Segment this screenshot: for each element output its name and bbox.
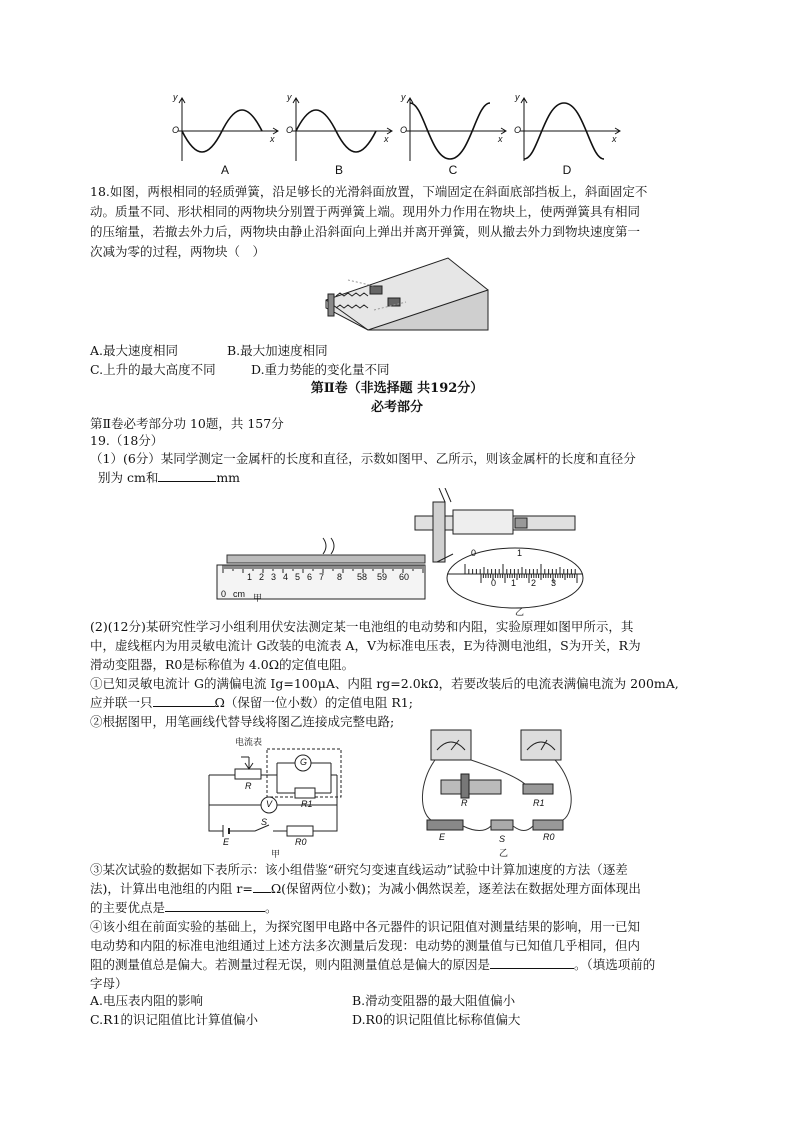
q18-line1: 18.如图，两根相同的轻质弹簧，沿足够长的光滑斜面放置，下端固定在斜面底部挡板上，斜面固定不 xyxy=(90,184,648,199)
q19-s4-line4: 字母） xyxy=(90,976,128,991)
q19-p2-line1: (2)(12分)某研究性学习小组利用伏安法测定某一电池组的电动势和内阻，实验原理如图甲所示，其 xyxy=(90,619,634,634)
q19-s4-line3: 阻的测量值总是偏大。若测量过程无误，则内阻测量值总是偏大的原因是 。（填选项前的 xyxy=(90,957,656,972)
graph-d-label: D xyxy=(562,163,572,177)
apparatus-figure: R R1 E S R0 乙 xyxy=(415,722,580,850)
q19-s1-line2: 应并联一只 Ω（保留一位小数）的定值电阻 R1; xyxy=(90,695,413,710)
q19-option-d: D.R0的识记阻值比标称值偏大 xyxy=(352,1012,521,1027)
ruler-caliper-figure: 甲 乙 0 cm 1 2 3 4 5 6 7 8 58 59 60 0 1 0 1 2 3 xyxy=(215,488,590,616)
blank-r1[interactable] xyxy=(153,694,215,707)
q18-option-b: B.最大加速度相同 xyxy=(227,343,328,358)
graph-d: y x O xyxy=(512,95,622,165)
incline-figure xyxy=(318,250,498,338)
q19-p1-line2: 别为 cm和 mm xyxy=(98,470,241,485)
q19-s1-line1: ①已知灵敏电流计 G的满偏电流 Ig=100μA、内阻 rg=2.0kΩ，若要改装后的电流表满偏电流为 200mA, xyxy=(90,676,679,691)
q19-s3-line2: 法)，计算出电池组的内阻 r= Ω(保留两位小数)；为减小偶然误差，逐差法在数据处理方面体现出 xyxy=(90,881,641,896)
q19-s3-line1: ③某次试验的数据如下表所示：该小组借鉴“研究匀变速直线运动”试验中计算加速度的方法（逐差 xyxy=(90,862,628,877)
q19-p2-line2: 中，虚线框内为用灵敏电流计 G改装的电流表 A，V为标准电压表，E为待测电池组，S为开关，R为 xyxy=(90,638,641,653)
q19-p1-line1: （1）(6分）某同学测定一金属杆的长度和直径，示数如图甲、乙所示，则该金属杆的长度和直径分 xyxy=(90,451,636,466)
graph-c: y x O xyxy=(398,95,508,165)
graph-a: y x O xyxy=(170,95,280,165)
q18-option-c: C.上升的最大高度不同 xyxy=(90,362,216,377)
q18-line3: 的压缩量，若撤去外力后，两物块由静止沿斜面向上弹出并离开弹簧，则从撤去外力到物块速度第一 xyxy=(90,224,641,239)
q19-s4-line2: 电动势和内阻的标准电池组通过上述方法多次测量后发现：电动势的测量值与已知值几乎相同，但内 xyxy=(90,938,641,953)
q18-line2: 动。质量不同、形状相同的两物块分别置于两弹簧上端。现用外力作用在物块上，使两弹簧具有相同 xyxy=(90,204,641,219)
q19-p2-line3: 滑动变阻器，R0是标称值为 4.0Ω的定值电阻。 xyxy=(90,657,355,672)
q18-line4: 次减为零的过程，两物块（ ） xyxy=(90,244,266,259)
q19-s2: ②根据图甲，用笔画线代替导线将图乙连接成完整电路; xyxy=(90,714,395,729)
part2-subtitle: 必考部分 xyxy=(370,400,423,415)
blank-r[interactable] xyxy=(253,880,271,893)
q19-option-a: A.电压表内阻的影响 xyxy=(90,993,204,1008)
q19-head: 19.（18分） xyxy=(90,433,164,448)
blank-reason[interactable] xyxy=(490,956,574,969)
graph-c-label: C xyxy=(448,163,458,177)
circuit-diagram: 电流表 R G R1 V E S R0 甲 xyxy=(205,735,345,848)
q19-s3-line3: 的主要优点是 。 xyxy=(90,900,278,915)
q18-option-d: D.重力势能的变化量不同 xyxy=(251,362,390,377)
blank-advantage[interactable] xyxy=(165,899,265,912)
graph-a-label: A xyxy=(220,163,229,177)
q19-option-c: C.R1的识记阻值比计算值偏小 xyxy=(90,1012,258,1027)
part2-intro: 第Ⅱ卷必考部分功 10题，共 157分 xyxy=(90,416,284,431)
graph-b-label: B xyxy=(334,163,343,177)
blank-diameter[interactable] xyxy=(158,469,216,482)
ruler-caption: 甲 xyxy=(253,593,263,603)
graph-b: y x O xyxy=(284,95,394,165)
part2-title: 第Ⅱ卷（非选择题 共192分） xyxy=(310,381,484,396)
q18-option-a: A.最大速度相同 xyxy=(90,343,179,358)
caliper-caption: 乙 xyxy=(515,607,525,617)
q19-option-b: B.滑动变阻器的最大阻值偏小 xyxy=(352,993,516,1008)
q19-s4-line1: ④该小组在前面实验的基础上，为探究图甲电路中各元器件的识记阻值对测量结果的影响，用一已知 xyxy=(90,919,641,934)
